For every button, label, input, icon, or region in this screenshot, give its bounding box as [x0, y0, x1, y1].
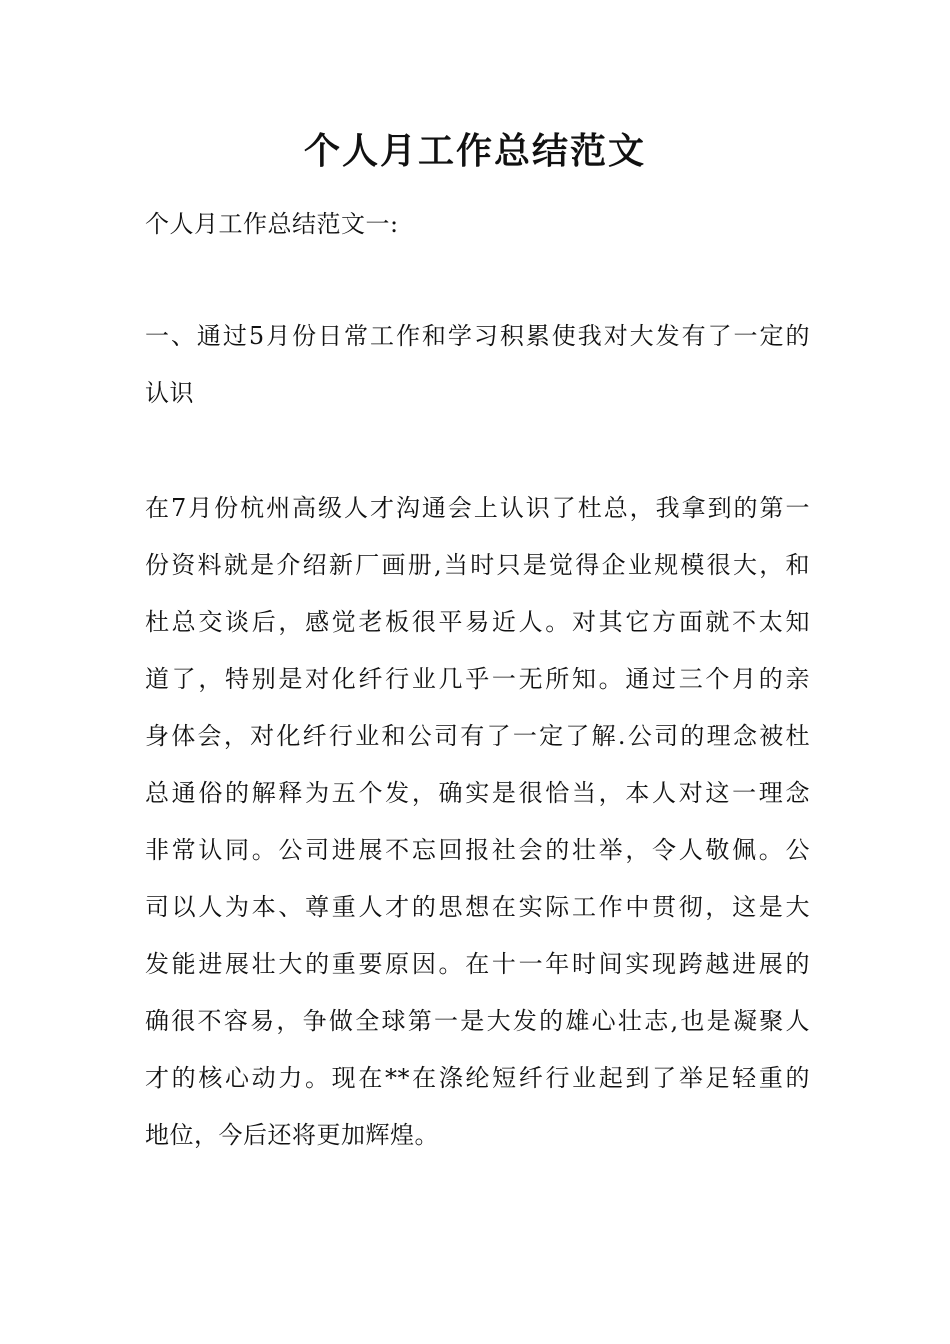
- paragraph-line: 才的核心动力。现在**在涤纶短纤行业起到了举足轻重的: [145, 1064, 810, 1092]
- paragraph-line: 司以人为本、尊重人才的思想在实际工作中贯彻，这是大: [145, 893, 810, 921]
- section-heading-line-2: 认识: [145, 379, 194, 407]
- paragraph-line-last: 地位，今后还将更加辉煌。: [145, 1121, 439, 1149]
- paragraph-line: 非常认同。公司进展不忘回报社会的壮举，令人敬佩。公: [145, 836, 810, 864]
- paragraph-line: 在7月份杭州高级人才沟通会上认识了杜总，我拿到的第一: [145, 494, 810, 522]
- section-heading-line-1: 一、通过5月份日常工作和学习积累使我对大发有了一定的: [145, 322, 810, 350]
- paragraph-line: 杜总交谈后，感觉老板很平易近人。对其它方面就不太知: [145, 608, 810, 636]
- paragraph-line: 总通俗的解释为五个发，确实是很恰当，本人对这一理念: [145, 779, 810, 807]
- document-title: 个人月工作总结范文: [303, 131, 646, 172]
- paragraph-line: 身体会，对化纤行业和公司有了一定了解.公司的理念被杜: [145, 722, 810, 750]
- document-subtitle: 个人月工作总结范文一:: [145, 210, 399, 238]
- paragraph-line: 确很不容易，争做全球第一是大发的雄心壮志,也是凝聚人: [145, 1007, 810, 1035]
- paragraph-line: 道了，特别是对化纤行业几乎一无所知。通过三个月的亲: [145, 665, 810, 693]
- paragraph-line: 份资料就是介绍新厂画册,当时只是觉得企业规模很大，和: [145, 551, 810, 579]
- paragraph-line: 发能进展壮大的重要原因。在十一年时间实现跨越进展的: [145, 950, 810, 978]
